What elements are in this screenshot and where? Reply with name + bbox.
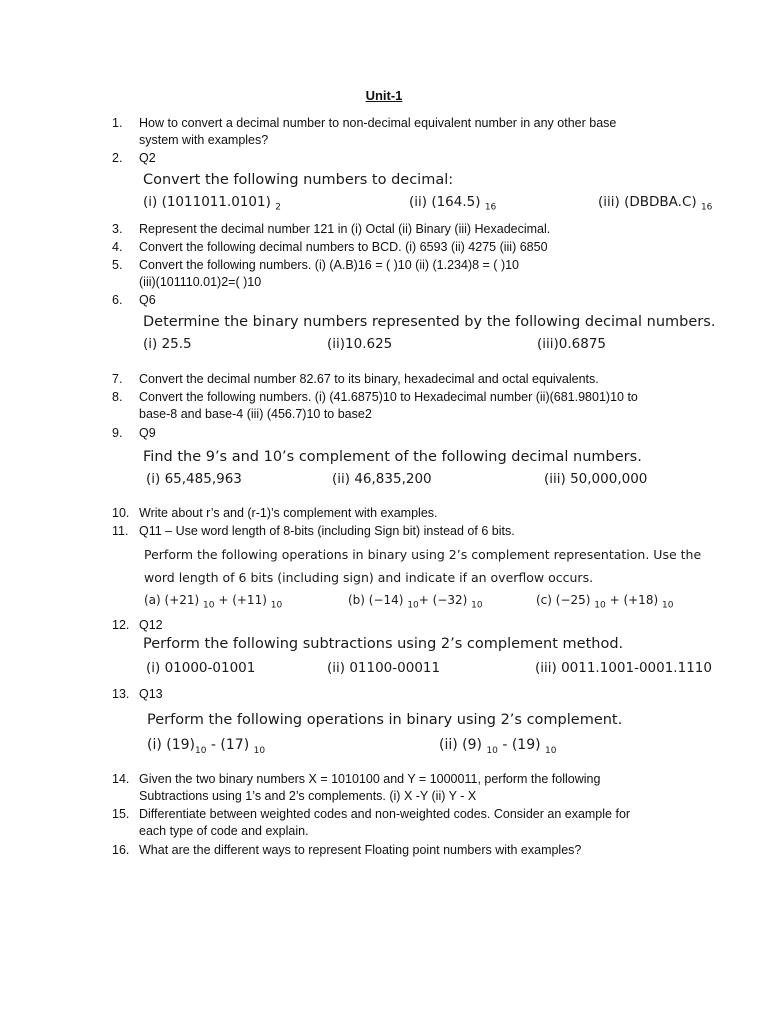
question-number: 10. (112, 506, 130, 520)
question-number: 3. (112, 222, 123, 236)
question-text: Q9 (139, 426, 156, 440)
image-heading: Perform the following subtractions using 2’s complement method. (143, 636, 624, 652)
question-4 (112, 239, 672, 256)
image-heading: Perform the following operations in binary using 2’s complement. (147, 712, 623, 728)
item-c: (c) (−25) $_{10}$ + (+18) $_{10}$ (536, 593, 674, 611)
question-7 (112, 371, 672, 388)
question-11 (112, 523, 672, 540)
question-text (139, 257, 672, 291)
item-i: (i) (1011011.0101) $_2$ (143, 194, 281, 213)
question-text (139, 115, 672, 149)
question-text-line: Subtractions using 1’s and 2’s complements. (i) X -Y (ii) Y - X (139, 789, 477, 803)
question-5 (112, 257, 672, 291)
question-number: 14. (112, 772, 130, 786)
question-9 (112, 425, 672, 442)
question-14 (112, 771, 672, 805)
question-12 (112, 617, 672, 634)
item-iii: (iii)0.6875 (537, 336, 607, 352)
question-number: 9. (112, 426, 123, 440)
question-number: 11. (112, 524, 129, 538)
item-iii: (iii) 0011.1001-0001.1110 (535, 660, 712, 676)
question-text-line: How to convert a decimal number to non-decimal equivalent number in any other base (139, 116, 617, 130)
question-text: Q12 (139, 618, 163, 632)
question-number: 15. (112, 807, 130, 821)
item-i: (i) 65,485,963 (146, 471, 242, 487)
question-1 (112, 115, 672, 149)
question-16 (112, 842, 672, 859)
question-2-image (143, 172, 733, 216)
question-text: Represent the decimal number 121 in (i) Octal (ii) Binary (iii) Hexadecimal. (139, 222, 551, 236)
question-6-image (143, 314, 733, 358)
item-ii: (ii) 46,835,200 (332, 471, 432, 487)
item-ii: (ii)10.625 (327, 336, 393, 352)
question-number: 6. (112, 293, 123, 307)
image-heading: Find the 9’s and 10’s complement of the following decimal numbers. (143, 449, 642, 465)
question-15 (112, 806, 672, 840)
question-text: Q13 (139, 687, 163, 701)
question-number: 5. (112, 258, 123, 272)
question-13-image (143, 712, 733, 759)
question-text: Convert the decimal number 82.67 to its binary, hexadecimal and octal equivalents. (139, 372, 599, 386)
item-b: (b) (−14) $_{10}$+ (−32) $_{10}$ (348, 593, 483, 611)
question-8 (112, 389, 672, 423)
question-number: 12. (112, 618, 130, 632)
question-12-image (143, 636, 733, 682)
question-number: 4. (112, 240, 123, 254)
question-13 (112, 686, 672, 703)
item-a: (a) (+21) $_{10}$ + (+11) $_{10}$ (144, 593, 283, 611)
question-text-line: Convert the following numbers. (i) (A.B)16 = ( )10 (ii) (1.234)8 = ( )10 (139, 258, 520, 272)
image-heading: Perform the following operations in binary using 2’s complement representation. Use the word length of 6 bits (including sign) and indicate if an overflow occurs. (144, 547, 702, 585)
page-title: Unit-1 (365, 88, 403, 103)
question-11-image (144, 543, 734, 615)
question-text (139, 771, 672, 805)
question-text-line: Given the two binary numbers X = 1010100 and Y = 1000011, perform the following (139, 772, 601, 786)
question-3 (112, 221, 672, 238)
question-text-line: system with examples? (139, 133, 269, 147)
question-number: 16. (112, 843, 130, 857)
item-i: (i) 25.5 (143, 336, 192, 352)
question-6 (112, 292, 672, 309)
item-i: (i) $(19)_{10} - (17)$ $_{10}$ (147, 737, 266, 756)
question-text-line: each type of code and explain. (139, 824, 309, 838)
item-iii: (iii) 50,000,000 (544, 471, 648, 487)
item-iii: (iii) (DBDBA.C) $_{16}$ (598, 194, 713, 213)
question-text: Q11 – Use word length of 8-bits (including Sign bit) instead of 6 bits. (139, 524, 515, 538)
question-number: 1. (112, 116, 123, 130)
question-number: 2. (112, 151, 123, 165)
question-2 (112, 150, 672, 167)
item-ii: (ii) (9) $_{10}$ - (19) $_{10}$ (439, 737, 557, 756)
question-number: 8. (112, 390, 123, 404)
question-text (139, 389, 672, 423)
question-9-image (143, 449, 733, 493)
image-heading: Determine the binary numbers represented by the following decimal numbers. (143, 314, 716, 330)
question-text: Q2 (139, 151, 156, 165)
question-number: 13. (112, 687, 130, 701)
question-text: Write about r’s and (r-1)’s complement with examples. (139, 506, 438, 520)
question-text-line: (iii)(101110.01)2=( )10 (139, 275, 262, 289)
question-text-line: Differentiate between weighted codes and non-weighted codes. Consider an example for (139, 807, 631, 821)
question-text (139, 806, 672, 840)
question-text-line: base-8 and base-4 (iii) (456.7)10 to base2 (139, 407, 372, 421)
question-text: What are the different ways to represent Floating point numbers with examples? (139, 843, 582, 857)
item-i: (i) 01000-01001 (146, 660, 256, 676)
question-text-line: Convert the following numbers. (i) (41.6875)10 to Hexadecimal number (ii)(681.9801)10 to (139, 390, 638, 404)
item-ii: (ii) 01100-00011 (327, 660, 441, 676)
question-number: 7. (112, 372, 123, 386)
image-heading: Convert the following numbers to decimal: (143, 172, 454, 188)
question-text: Q6 (139, 293, 156, 307)
question-10 (112, 505, 672, 522)
item-ii: (ii) (164.5) $_{16}$ (409, 194, 497, 213)
question-text: Convert the following decimal numbers to BCD. (i) 6593 (ii) 4275 (iii) 6850 (139, 240, 548, 254)
